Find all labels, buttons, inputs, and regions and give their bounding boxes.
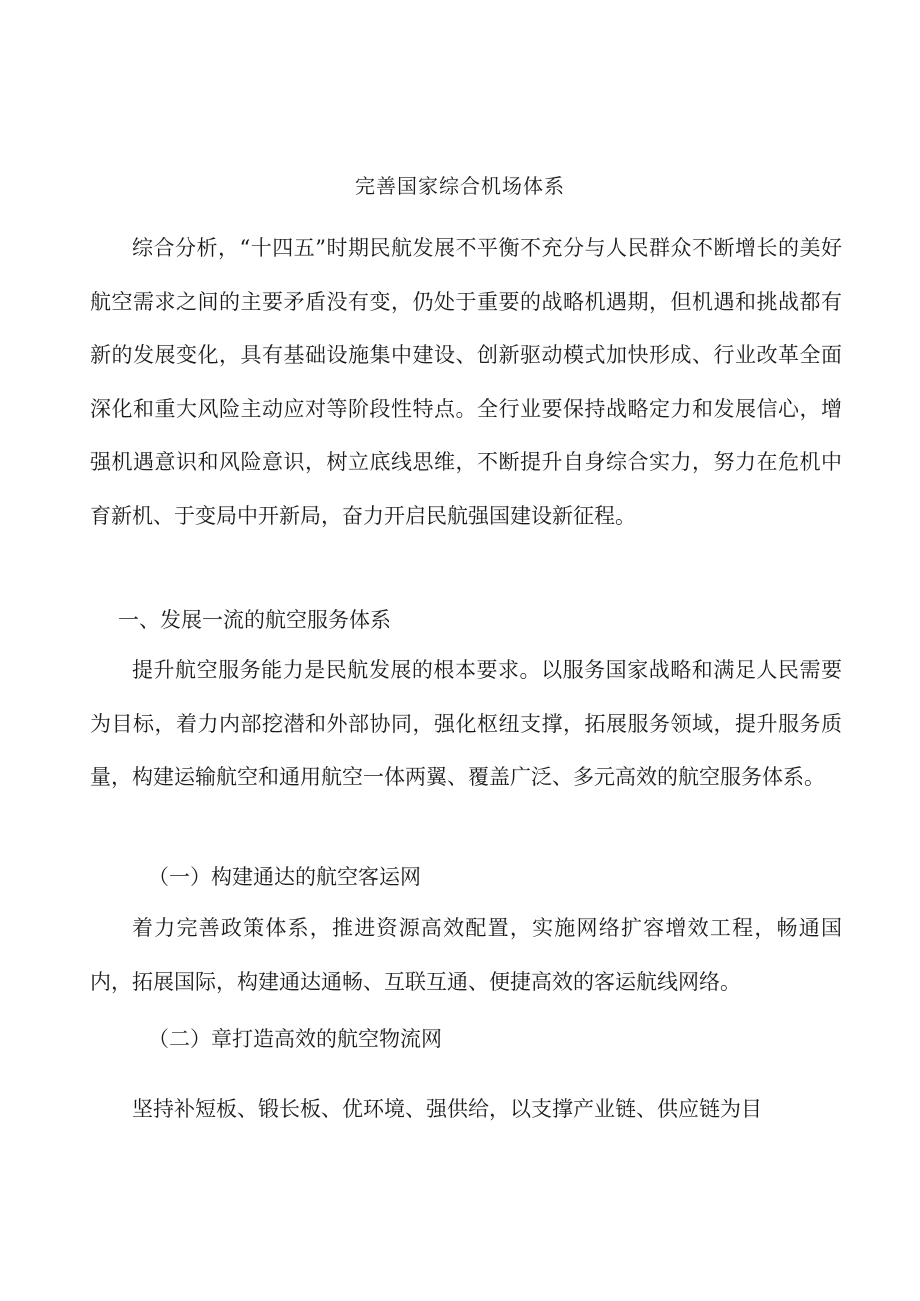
intro-paragraph: 综合分析，“十四五”时期民航发展不平衡不充分与人民群众不断增长的美好航空需求之间的主要矛盾没有变，仍处于重要的战略机遇期，但机遇和挑战都有新的发展变化，具有基础设施集中建设、创新驱动模式加快形成、行业改革全面深化和重大风险主动应对等阶段性特点。全行业要保持战略定力和发展信心，增强机遇意识和风险意识，树立底线思维，不断提升自身综合实力，努力在危机中育新机、于变局中开新局，奋力开启民航强国建设新征程。: [90, 236, 842, 528]
section-1-paragraph: 提升航空服务能力是民航发展的根本要求。以服务国家战略和满足人民需要为目标，着力内部挖潜和外部协同，强化枢纽支撑，拓展服务领域，提升服务质量，构建运输航空和通用航空一体两翼、覆盖广泛、多元高效的航空服务体系。: [90, 658, 842, 789]
subsection-1-paragraph: 着力完善政策体系，推进资源高效配置，实施网络扩容增效工程，畅通国内，拓展国际，构建通达通畅、互联互通、便捷高效的客运航线网络。: [90, 916, 842, 994]
subsection-2-paragraph: 坚持补短板、锻长板、优环境、强供给，以支撑产业链、供应链为目: [132, 1097, 762, 1121]
subsection-heading-2: （二）章打造高效的航空物流网: [148, 1027, 442, 1051]
document-title: 完善国家综合机场体系: [355, 174, 565, 198]
section-heading-1: 一、发展一流的航空服务体系: [118, 608, 391, 632]
subsection-heading-1: （一）构建通达的航空客运网: [148, 865, 421, 889]
